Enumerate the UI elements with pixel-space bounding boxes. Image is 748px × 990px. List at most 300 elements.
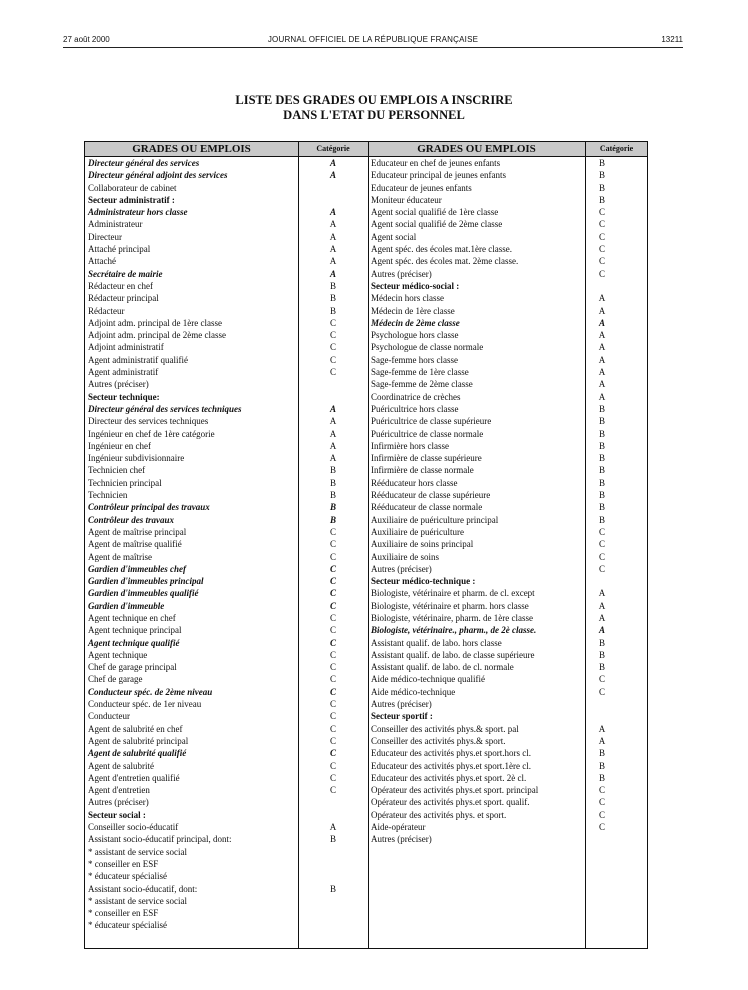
grade-name: Agent administratif	[88, 367, 159, 378]
table-row	[368, 243, 648, 255]
table-row	[85, 231, 368, 243]
table-row	[85, 329, 368, 341]
table-row	[368, 723, 648, 735]
table-row	[368, 341, 648, 353]
table-row	[85, 317, 368, 329]
table-row	[368, 673, 648, 685]
grade-category: A	[329, 440, 337, 451]
grade-name: Agent technique qualifié	[88, 637, 180, 648]
grade-category: B	[329, 293, 336, 304]
grade-name: Secteur médico-technique :	[371, 576, 476, 587]
grade-category: C	[329, 649, 336, 660]
grade-name: Agent social qualifié de 2ème classe	[371, 219, 503, 230]
journal-title: JOURNAL OFFICIEL DE LA RÉPUBLIQUE FRANÇAISE	[267, 35, 479, 44]
grade-category: C	[329, 711, 336, 722]
table-row	[85, 194, 368, 206]
table-row	[368, 317, 648, 329]
grade-category: B	[598, 772, 605, 783]
grade-name: Attaché	[88, 256, 116, 267]
grade-category: C	[329, 772, 336, 783]
grade-name: Agent de salubrité	[88, 760, 154, 771]
title-line-1: LISTE DES GRADES OU EMPLOIS A INSCRIRE	[235, 93, 513, 107]
grade-name: Autres (préciser)	[371, 268, 432, 279]
table-row	[368, 268, 648, 280]
table-row	[85, 833, 368, 845]
table-row	[85, 858, 368, 870]
grade-category: B	[329, 514, 336, 525]
grade-category: A	[598, 317, 605, 328]
grade-category: B	[598, 760, 605, 771]
grade-category: C	[329, 526, 336, 537]
table-row	[368, 575, 648, 587]
grade-category: C	[598, 539, 605, 550]
table-row	[368, 637, 648, 649]
grade-category: B	[598, 440, 605, 451]
grade-name: Autres (préciser)	[88, 797, 149, 808]
grade-name: Directeur	[88, 231, 122, 242]
grade-name: Rééducateur de classe normale	[371, 502, 483, 513]
grade-name: Secteur administratif :	[88, 194, 175, 205]
grade-name: Assistant qualif. de labo. de cl. normale	[371, 662, 514, 673]
table-row	[85, 514, 368, 526]
grade-name: Educateur en chef de jeunes enfants	[371, 158, 501, 168]
grade-category: B	[598, 649, 605, 660]
table-row	[368, 329, 648, 341]
table-row	[85, 538, 368, 550]
grade-category: C	[329, 576, 336, 587]
table-row	[85, 341, 368, 353]
grade-name: Coordinatrice de crèches	[371, 391, 461, 402]
grade-category: A	[598, 600, 606, 611]
grade-name: Adjoint adm. principal de 1ère classe	[88, 317, 222, 328]
grade-name: Biologiste, vétérinaire et pharm. de cl. except	[371, 588, 535, 599]
grade-category: C	[598, 551, 605, 562]
table-row	[85, 661, 368, 673]
issue-date: 27 août 2000	[63, 35, 110, 44]
grade-name: Sage-femme de 2ème classe	[371, 379, 473, 390]
grade-name: Collaborateur de cabinet	[88, 182, 177, 193]
left-header-grades: GRADES OU EMPLOIS	[132, 143, 251, 155]
table-row	[85, 710, 368, 722]
grade-category: C	[598, 785, 605, 796]
grade-name: Assistant qualif. de labo. de classe supérieure	[371, 649, 535, 660]
grade-name: Médecin de 1ère classe	[371, 305, 455, 316]
right-header-grades: GRADES OU EMPLOIS	[417, 143, 536, 155]
grade-category: C	[598, 268, 605, 279]
grade-category: C	[329, 699, 336, 710]
grade-name: Directeur général des services techniques	[88, 403, 242, 414]
grade-name: Agent social qualifié de 1ère classe	[371, 207, 499, 218]
grade-category: A	[598, 293, 606, 304]
table-row	[85, 489, 368, 501]
grade-category: C	[329, 662, 336, 673]
table-row	[368, 760, 648, 772]
grade-name: Secrétaire de mairie	[88, 268, 163, 279]
grade-name: Educateur des activités phys.et sport. 2è cl.	[371, 772, 527, 783]
table-row	[368, 255, 648, 267]
grade-name: Auxiliaire de puériculture principal	[371, 514, 499, 525]
grade-name: Directeur général adjoint des services	[88, 170, 228, 181]
grade-category: A	[329, 244, 337, 255]
table-row	[368, 735, 648, 747]
table-row	[368, 686, 648, 698]
grade-name: Biologiste, vétérinaire, pharm. de 1ère classe	[371, 612, 533, 623]
grade-name: Opérateur des activités phys.et sport. principal	[371, 785, 539, 796]
grade-category: B	[598, 477, 605, 488]
grade-category: A	[598, 723, 606, 734]
table-row	[85, 821, 368, 833]
grade-name: Agent technique en chef	[88, 612, 176, 623]
grade-name: Educateur des activités phys.et sport.hors cl.	[371, 748, 531, 759]
grade-name: * éducateur spécialisé	[88, 871, 167, 882]
table-row	[85, 796, 368, 808]
grade-name: Ingénieur en chef de 1ère catégorie	[88, 428, 215, 439]
table-row	[85, 305, 368, 317]
grade-category: A	[598, 391, 606, 402]
grade-name: Sage-femme hors classe	[371, 354, 458, 365]
grade-name: Psychologue hors classe	[371, 330, 459, 341]
grade-name: Conducteur spéc. de 2ème niveau	[88, 686, 213, 697]
table-row	[85, 686, 368, 698]
grade-name: Infirmière hors classe	[371, 440, 449, 451]
table-row	[368, 452, 648, 464]
table-row	[85, 182, 368, 194]
table-row	[85, 428, 368, 440]
grade-category: C	[598, 797, 605, 808]
grade-category: A	[329, 453, 337, 464]
grade-name: Autres (préciser)	[371, 834, 432, 845]
grade-name: Opérateur des activités phys. et sport.	[371, 809, 507, 820]
table-row	[85, 883, 368, 895]
grade-name: Biologiste, vétérinaire et pharm. hors classe	[371, 600, 529, 611]
grade-category: C	[329, 723, 336, 734]
table-row	[368, 501, 648, 513]
grade-category: C	[329, 354, 336, 365]
grade-category: C	[598, 231, 605, 242]
table-row	[368, 833, 648, 845]
grade-category: A	[329, 822, 337, 833]
grade-category: C	[329, 330, 336, 341]
grade-category: C	[598, 256, 605, 267]
table-row	[368, 772, 648, 784]
grade-category: C	[329, 367, 336, 378]
table-row	[85, 698, 368, 710]
table-row	[368, 809, 648, 821]
table-row	[85, 870, 368, 882]
table-row	[368, 587, 648, 599]
grade-category: B	[598, 748, 605, 759]
grade-name: Autres (préciser)	[371, 699, 432, 710]
grade-name: Auxiliaire de soins	[371, 551, 439, 562]
grade-category: C	[329, 317, 336, 328]
grade-category: C	[329, 612, 336, 623]
table-row	[368, 280, 648, 292]
document-title	[0, 93, 748, 123]
table-row	[368, 526, 648, 538]
grade-name: Aide médico-technique	[371, 686, 456, 697]
grade-category: B	[329, 305, 336, 316]
grade-name: Chef de garage	[88, 674, 143, 685]
grade-category: B	[598, 416, 605, 427]
grade-name: Administrateur hors classe	[88, 207, 188, 218]
grade-name: Ingénieur subdivisionnaire	[88, 453, 185, 464]
grade-category: B	[598, 637, 605, 648]
table-row	[368, 514, 648, 526]
table-row	[85, 735, 368, 747]
grade-category: B	[598, 170, 605, 181]
grade-name: Chef de garage principal	[88, 662, 177, 673]
grade-name: * éducateur spécialisé	[88, 920, 167, 931]
grade-name: Conseiller des activités phys.& sport. pal	[371, 723, 519, 734]
table-row	[85, 563, 368, 575]
table-row	[85, 587, 368, 599]
grade-name: Infirmière de classe normale	[371, 465, 474, 476]
grade-name: Gardien d'immeuble	[88, 600, 165, 611]
grade-name: Agent d'entretien qualifié	[88, 772, 180, 783]
grade-category: A	[598, 305, 606, 316]
table-row	[368, 489, 648, 501]
table-row	[368, 169, 648, 181]
table-row	[85, 280, 368, 292]
grade-name: Aide médico-technique qualifié	[371, 674, 485, 685]
table-row	[85, 895, 368, 907]
grade-name: Auxiliaire de puériculture	[371, 526, 464, 537]
grade-category: C	[329, 674, 336, 685]
grade-name: Agent spéc. des écoles mat.1ère classe.	[371, 244, 512, 255]
grade-category: C	[598, 244, 605, 255]
title-line-2: DANS L'ETAT DU PERSONNEL	[283, 108, 465, 122]
grade-name: Educateur principal de jeunes enfants	[371, 170, 506, 181]
table-row	[368, 366, 648, 378]
grade-category: C	[598, 207, 605, 218]
grade-category: B	[329, 490, 336, 501]
grade-name: Adjoint administratif	[88, 342, 164, 353]
grade-category: C	[598, 822, 605, 833]
grade-name: Biologiste, vétérinaire., pharm., de 2è classe.	[371, 625, 537, 636]
table-row	[368, 821, 648, 833]
grade-name: Agent de maîtrise principal	[88, 526, 187, 537]
table-row	[368, 305, 648, 317]
grade-category: B	[598, 453, 605, 464]
grade-name: Secteur sportif :	[371, 711, 433, 722]
grade-category: B	[598, 502, 605, 513]
grade-category: C	[329, 551, 336, 562]
table-row	[85, 464, 368, 476]
grade-category: C	[329, 760, 336, 771]
grade-name: Moniteur éducateur	[371, 194, 442, 205]
grade-category: B	[329, 883, 336, 894]
grade-name: Agent de salubrité en chef	[88, 723, 183, 734]
grade-category: C	[329, 588, 336, 599]
grade-name: Directeur général des services	[88, 158, 200, 168]
table-row	[85, 403, 368, 415]
table-row	[85, 268, 368, 280]
table-row	[368, 354, 648, 366]
right-column	[368, 157, 648, 846]
table-row	[85, 218, 368, 230]
grade-category: C	[329, 625, 336, 636]
table-row	[368, 182, 648, 194]
grade-name: Agent de maîtrise	[88, 551, 152, 562]
left-column	[85, 157, 368, 932]
grade-name: Conducteur	[88, 711, 130, 722]
grade-name: * assistant de service social	[88, 895, 187, 906]
table-row	[85, 760, 368, 772]
table-row	[85, 600, 368, 612]
grade-category: C	[329, 342, 336, 353]
grade-name: Puéricultrice de classe normale	[371, 428, 484, 439]
grade-name: Adjoint adm. principal de 2ème classe	[88, 330, 226, 341]
grade-name: Educateur de jeunes enfants	[371, 182, 472, 193]
table-row	[85, 366, 368, 378]
grade-category: A	[329, 416, 337, 427]
grade-category: A	[598, 625, 605, 636]
grades-table	[84, 141, 648, 949]
table-row	[368, 292, 648, 304]
table-row	[85, 649, 368, 661]
grade-name: Agent de salubrité qualifié	[88, 748, 187, 759]
table-row	[85, 292, 368, 304]
grade-name: Rééducateur de classe supérieure	[371, 490, 491, 501]
header-rule	[63, 47, 683, 48]
grade-category: A	[329, 207, 336, 218]
table-row	[85, 637, 368, 649]
table-row	[85, 255, 368, 267]
grade-category: B	[329, 502, 336, 513]
table-row	[368, 206, 648, 218]
right-header-categorie: Catégorie	[599, 144, 634, 153]
table-row	[85, 747, 368, 759]
grade-category: A	[598, 330, 606, 341]
table-row	[85, 612, 368, 624]
grade-name: Agent social	[371, 231, 417, 242]
grade-category: A	[329, 403, 336, 414]
table-row	[85, 526, 368, 538]
table-row	[85, 452, 368, 464]
grade-name: * conseiller en ESF	[88, 908, 159, 919]
grade-category: B	[598, 428, 605, 439]
grade-category: B	[329, 834, 336, 845]
grade-category: C	[329, 785, 336, 796]
grade-category: C	[329, 600, 336, 611]
grade-name: Technicien	[88, 490, 128, 501]
grade-name: Aide-opérateur	[371, 822, 426, 833]
table-row	[368, 784, 648, 796]
grade-name: Conducteur spéc. de 1er niveau	[88, 699, 202, 710]
grade-name: * conseiller en ESF	[88, 858, 159, 869]
table-row	[368, 218, 648, 230]
grade-category: C	[598, 563, 605, 574]
table-row	[368, 440, 648, 452]
table-row	[368, 563, 648, 575]
table-row	[368, 477, 648, 489]
grade-name: Agent administratif qualifié	[88, 354, 188, 365]
table-row	[368, 194, 648, 206]
grade-name: Autres (préciser)	[371, 563, 432, 574]
grade-category: C	[329, 563, 336, 574]
left-header-categorie: Catégorie	[316, 144, 350, 153]
table-row	[368, 624, 648, 636]
grade-category: B	[598, 490, 605, 501]
grade-name: Rééducateur hors classe	[371, 477, 458, 488]
running-header	[63, 35, 683, 47]
table-row	[85, 919, 368, 931]
grade-category: A	[598, 367, 606, 378]
grade-name: Agent de maîtrise qualifié	[88, 539, 182, 550]
grade-name: Directeur des services techniques	[88, 416, 209, 427]
table-row	[85, 501, 368, 513]
grade-category: A	[329, 231, 337, 242]
table-row	[85, 415, 368, 427]
table-row	[368, 796, 648, 808]
grade-name: Ingénieur en chef	[88, 440, 151, 451]
grade-name: Attaché principal	[88, 244, 151, 255]
grade-name: Agent spéc. des écoles mat. 2ème classe.	[371, 256, 519, 267]
grade-name: Médecin de 2ème classe	[371, 317, 460, 328]
grade-category: A	[329, 428, 337, 439]
grade-name: Puéricultrice hors classe	[371, 403, 459, 414]
table-row	[368, 661, 648, 673]
table-row	[368, 649, 648, 661]
grade-category: A	[329, 268, 336, 279]
grade-category: B	[598, 182, 605, 193]
grade-name: Autres (préciser)	[88, 379, 149, 390]
grade-name: Gardien d'immeubles chef	[88, 563, 186, 574]
grade-name: Contrôleur des travaux	[88, 514, 175, 525]
table-row	[85, 169, 368, 181]
table-row	[85, 243, 368, 255]
table-row	[368, 600, 648, 612]
grade-category: A	[598, 588, 606, 599]
grade-category: B	[598, 194, 605, 205]
grade-name: Assistant qualif. de labo. hors classe	[371, 637, 502, 648]
table-row	[368, 231, 648, 243]
grade-name: Gardien d'immeubles qualifié	[88, 588, 199, 599]
grade-category: B	[329, 280, 336, 291]
grade-name: Secteur technique:	[88, 391, 160, 402]
grade-name: Opérateur des activités phys.et sport. qualif.	[371, 797, 530, 808]
table-row	[368, 698, 648, 710]
grade-category: B	[598, 514, 605, 525]
grade-category: C	[598, 674, 605, 685]
grade-name: Assistant socio-éducatif, dont:	[88, 883, 198, 894]
grade-category: A	[598, 354, 606, 365]
table-row	[85, 673, 368, 685]
table-row	[85, 551, 368, 563]
table-row	[368, 710, 648, 722]
grade-category: C	[329, 637, 336, 648]
grade-name: Sage-femme de 1ère classe	[371, 367, 469, 378]
table-row	[85, 378, 368, 390]
table-row	[85, 809, 368, 821]
grade-category: B	[329, 477, 336, 488]
grade-category: C	[598, 686, 605, 697]
table-row	[368, 612, 648, 624]
grade-name: Gardien d'immeubles principal	[88, 576, 204, 587]
grade-category: C	[329, 539, 336, 550]
grade-category: A	[329, 256, 337, 267]
table-row	[85, 157, 368, 169]
grade-category: A	[598, 735, 606, 746]
grade-category: B	[329, 465, 336, 476]
table-row	[368, 391, 648, 403]
grade-category: A	[598, 612, 606, 623]
table-row	[368, 747, 648, 759]
table-row	[368, 157, 648, 169]
grade-category: B	[598, 403, 605, 414]
table-row	[85, 354, 368, 366]
grade-name: Conseiller des activités phys.& sport.	[371, 735, 506, 746]
